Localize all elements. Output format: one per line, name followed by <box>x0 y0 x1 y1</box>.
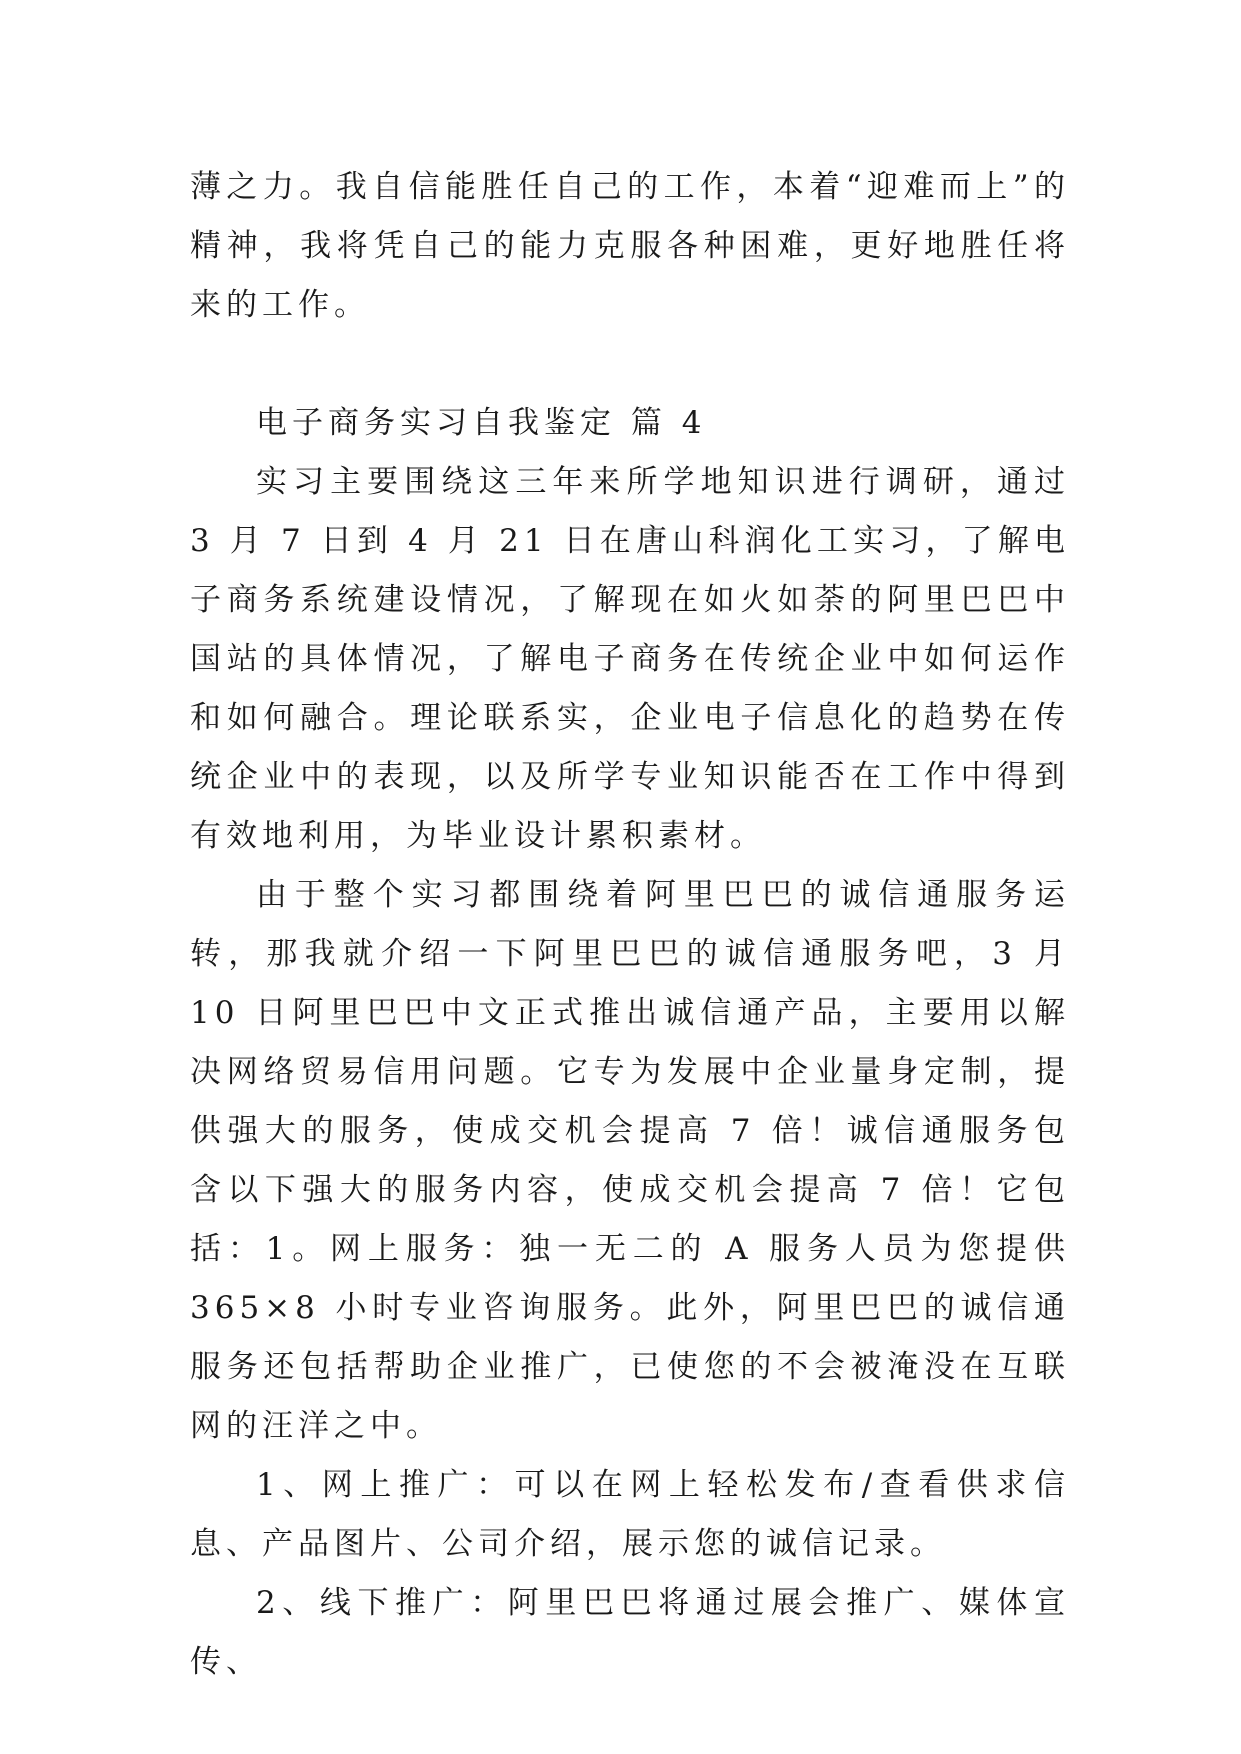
document-body <box>190 158 1070 1692</box>
paragraph-internship-intro: 实习主要围绕这三年来所学地知识进行调研，通过 3 月 7 日到 4 月 21 日在唐山科润化工实习，了解电子商务系统建设情况，了解现在如火如荼的阿里巴巴中国站的具体情况，了解电子商务在传统企业中如何运作和如何融合。理论联系实，企业电子信息化的趋势在传统企业中的表现，以及所学专业知识能否在工作中得到有效地利用，为毕业设计累积素材。 <box>190 464 1070 854</box>
section-title: 电子商务实习自我鉴定 篇 4 <box>256 405 707 441</box>
paragraph-chengxintong: 由于整个实习都围绕着阿里巴巴的诚信通服务运转，那我就介绍一下阿里巴巴的诚信通服务吧，3 月 10 日阿里巴巴中文正式推出诚信通产品，主要用以解决网络贸易信用问题。它专为发展中企业量身定制，提供强大的服务，使成交机会提高 7 倍！诚信通服务包含以下强大的服务内容，使成交机会提高 7 倍！它包括：1。网上服务：独一无二的 A 服务人员为您提供 365×8 小时专业咨询服务。此外，阿里巴巴的诚信通服务还包括帮助企业推广，已使您的不会被淹没在互联网的汪洋之中。 <box>190 877 1070 1444</box>
paragraph-offline-promotion: 2、线下推广：阿里巴巴将通过展会推广、媒体宣传、 <box>190 1585 1070 1680</box>
section-spacer <box>190 335 1070 394</box>
paragraph-online-promotion: 1、网上推广：可以在网上轻松发布/查看供求信息、产品图片、公司介绍，展示您的诚信记录。 <box>190 1467 1070 1562</box>
continuation-paragraph: 薄之力。我自信能胜任自己的工作，本着“迎难而上”的精神，我将凭自己的能力克服各种困难，更好地胜任将来的工作。 <box>190 169 1070 323</box>
